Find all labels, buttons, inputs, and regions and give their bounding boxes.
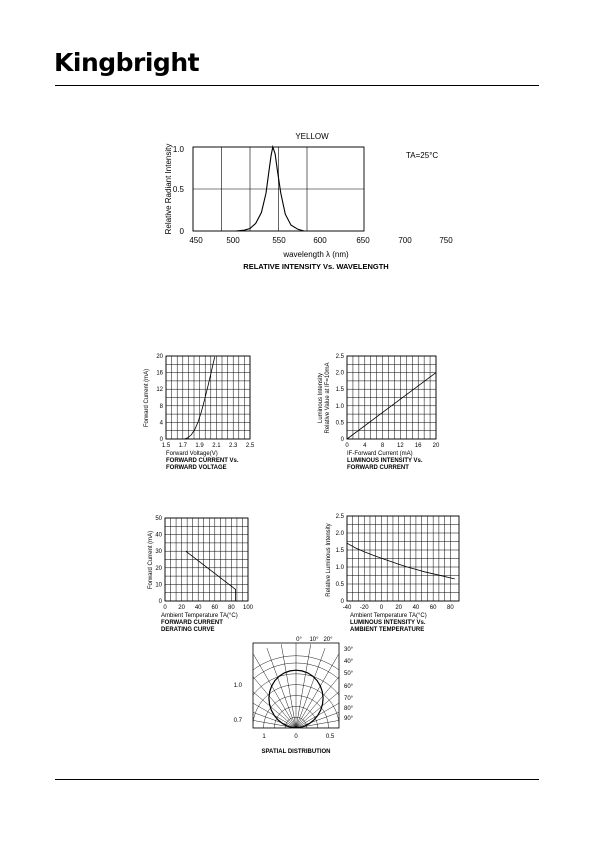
brand-logo: Kingbright	[54, 48, 200, 77]
y-tick-label: 2.0	[335, 370, 344, 377]
x-axis-label: Ambient Temperature TA(°C)	[161, 613, 238, 619]
y-axis-label: Luminous Intensity	[318, 372, 324, 424]
x-tick-label: 4	[363, 443, 367, 449]
x-tick-label: -20	[359, 605, 369, 611]
x-tick-label: 12	[397, 443, 404, 449]
chart-caption: FORWARD CURRENT	[347, 465, 409, 471]
x-axis-label: Forward Voltage(V)	[166, 451, 218, 457]
angle-label: 80°	[344, 706, 354, 712]
chart-title: YELLOW	[295, 132, 329, 141]
x-tick-label: 60	[429, 605, 437, 611]
x-axis-label: IF-Forward Current (mA)	[347, 451, 413, 457]
y-tick-label: 1.0	[172, 145, 184, 154]
polar-caption: SPATIAL DISTRIBUTION	[261, 749, 331, 755]
chart-caption: FORWARD CURRENT Vs.	[166, 458, 239, 464]
x-tick-label: 1.7	[178, 443, 187, 449]
y-tick-label: 12	[156, 387, 163, 394]
y-tick-label: 20	[155, 565, 162, 572]
y-tick-label: 0	[179, 227, 184, 236]
y-tick-label: 40	[155, 532, 162, 539]
angle-label: 20°	[323, 637, 333, 643]
x-tick-label: 20	[178, 605, 185, 611]
x-tick-label: 40	[194, 605, 202, 611]
series-line	[347, 543, 455, 579]
y-tick-label: 0.5	[335, 582, 344, 588]
chart-caption: RELATIVE INTENSITY Vs. WAVELENGTH	[243, 262, 389, 271]
chart-caption: LUMINOUS INTENSITY Vs.	[350, 620, 426, 626]
x-axis-label: wavelength λ (nm)	[283, 250, 349, 259]
x-tick-label: 600	[313, 236, 327, 245]
x-tick-label: 0	[163, 605, 167, 611]
angle-label: 30°	[344, 647, 354, 653]
chart-caption: AMBIENT TEMPERATURE	[350, 627, 425, 633]
y-tick-label: 20	[156, 354, 163, 360]
y-tick-label: 1.5	[335, 548, 344, 554]
x-tick-label: 450	[189, 236, 203, 245]
angle-label: 10°	[309, 637, 319, 643]
x-tick-label: 2.1	[212, 443, 221, 449]
y-tick-label: 0.5	[172, 185, 184, 194]
chart-caption: LUMINOUS INTENSITY Vs.	[347, 458, 423, 464]
x-tick-label: 8	[380, 443, 385, 449]
y-axis-label: Relative Radiant Intensity	[164, 143, 173, 235]
chart-caption: FORWARD VOLTAGE	[166, 465, 227, 471]
x-tick-label: 1.5	[161, 443, 171, 449]
x-tick-label: 1.9	[195, 443, 204, 449]
y-tick-label: 10	[155, 582, 162, 589]
y-tick-label: 2.0	[335, 531, 344, 537]
y-tick-label: 1.5	[335, 387, 344, 394]
x-tick-label: 2.3	[229, 443, 238, 449]
y-tick-label: 1.0	[335, 403, 344, 410]
x-tick-label: 500	[226, 236, 240, 245]
temperature-annotation: TA=25°C	[406, 151, 439, 160]
x-axis-label: Ambient Temperature TA(°C)	[350, 613, 427, 619]
angle-label: 60°	[344, 684, 354, 690]
y-tick-label: 8	[159, 403, 163, 410]
polar-axis-label: 0	[294, 734, 298, 740]
x-tick-label: 60	[211, 605, 219, 611]
y-tick-label: 50	[155, 516, 162, 522]
polar-axis-label: 1	[262, 734, 266, 740]
y-tick-label: 30	[155, 549, 162, 556]
angle-label: 0°	[296, 637, 302, 643]
x-tick-label: 16	[414, 443, 422, 449]
chart-caption: FORWARD CURRENT	[161, 620, 223, 626]
x-tick-label: 2.5	[245, 443, 255, 449]
y-tick-label: 0	[158, 599, 162, 605]
angle-label: 90°	[344, 716, 354, 722]
x-tick-label: 700	[398, 236, 412, 245]
polar-axis-label: 0.5	[325, 734, 335, 740]
y-axis-label: Relative Luminous Intensity	[326, 523, 332, 597]
angle-label: 50°	[344, 671, 354, 677]
angle-label: 70°	[344, 696, 354, 702]
x-tick-label: 20	[395, 605, 403, 611]
y-axis-label: Forward Current (mA)	[148, 530, 154, 590]
x-tick-label: 80	[228, 605, 235, 611]
y-axis-label: Relative Value at IF=10mA	[325, 362, 331, 434]
x-tick-label: 650	[356, 236, 370, 245]
x-tick-label: 100	[242, 605, 254, 611]
radial-label: 0.7	[233, 718, 242, 724]
y-tick-label: 0.5	[335, 420, 344, 427]
x-tick-label: 0	[379, 605, 384, 611]
y-tick-label: 2.5	[335, 354, 344, 360]
y-tick-label: 16	[156, 370, 163, 377]
x-tick-label: 550	[272, 236, 286, 245]
x-tick-label: 0	[345, 443, 349, 449]
x-tick-label: 80	[447, 605, 454, 611]
y-tick-label: 0	[340, 437, 344, 443]
y-tick-label: 2.5	[335, 514, 344, 520]
y-axis-label: Forward Current (mA)	[144, 368, 150, 428]
x-tick-label: 40	[412, 605, 420, 611]
y-tick-label: 4	[159, 420, 163, 427]
x-tick-label: -40	[342, 605, 352, 611]
y-tick-label: 1.0	[335, 565, 344, 571]
chart-caption: DERATING CURVE	[161, 627, 215, 633]
x-tick-label: 750	[439, 236, 453, 245]
radial-label: 1.0	[233, 683, 242, 689]
y-tick-label: 0	[340, 599, 344, 605]
y-tick-label: 0	[159, 437, 163, 443]
x-tick-label: 20	[432, 443, 440, 449]
angle-label: 40°	[344, 659, 354, 665]
